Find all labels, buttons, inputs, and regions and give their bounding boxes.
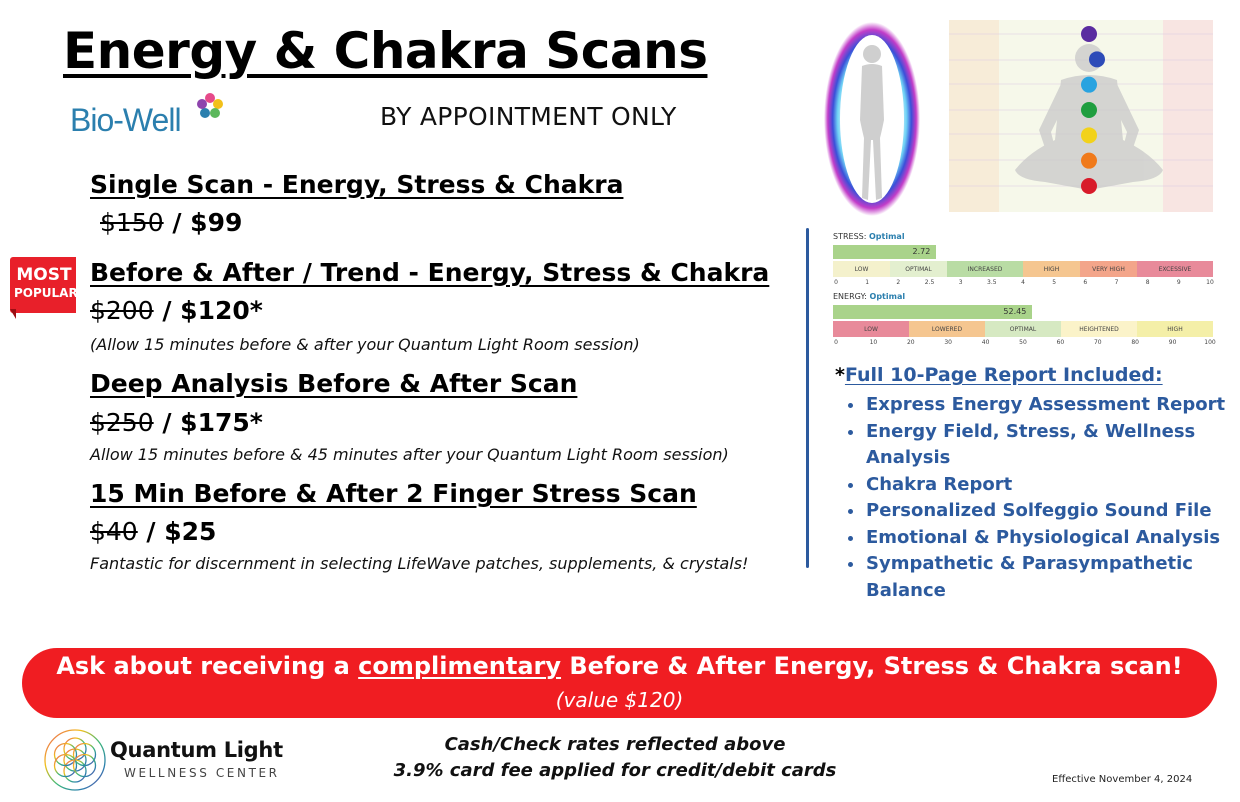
offer-note: (Allow 15 minutes before & after your Quantum Light Room session) — [90, 335, 640, 354]
stress-value-bar: 2.72 — [833, 245, 936, 259]
price-separator: / — [163, 208, 191, 237]
stress-tick-label: 8 — [1145, 279, 1150, 286]
energy-tick-label: 0 — [834, 339, 838, 346]
badge-fold — [10, 309, 16, 319]
stress-scale — [833, 261, 1213, 277]
list-item — [848, 551, 1228, 604]
chakra-dot — [1089, 51, 1105, 67]
report-item: Chakra Report — [866, 473, 1013, 495]
energy-tick-label: 30 — [944, 339, 953, 346]
old-price: $150 — [100, 208, 164, 237]
price-separator: / — [137, 517, 165, 546]
report-title-text: Full 10-Page Report Included: — [844, 364, 1163, 386]
report-asterisk: * — [835, 364, 845, 386]
old-price: $250 — [90, 408, 154, 437]
chakra-dot — [1081, 77, 1097, 93]
badge-line-2: POPULAR — [14, 286, 78, 300]
bio-well-logo — [70, 92, 230, 142]
chakra-dot — [1081, 102, 1097, 118]
list-item — [848, 498, 1228, 525]
most-popular-badge — [6, 257, 78, 319]
stress-tick-label: 3.5 — [987, 279, 997, 286]
new-price: $99 — [190, 208, 243, 237]
energy-tick-label: 70 — [1093, 339, 1102, 346]
stress-tick-label: 2.5 — [924, 279, 935, 286]
org-name: Quantum Light — [110, 738, 283, 762]
page-title: Energy & Chakra Scans — [63, 22, 708, 80]
chakra-dot — [1081, 127, 1097, 143]
energy-tick-label: 100 — [1204, 339, 1216, 346]
energy-tick-label: 50 — [1019, 339, 1027, 346]
price-separator: / — [153, 408, 181, 437]
offer-note: Allow 15 minutes before & 45 minutes after your Quantum Light Room session) — [90, 445, 729, 464]
stress-segment-high: HIGH — [1023, 261, 1080, 277]
report-item: Personalized Solfeggio Sound File — [866, 500, 1212, 521]
aura-body-image — [822, 20, 922, 218]
new-price: $175* — [180, 408, 263, 437]
chakra-dot — [1081, 178, 1097, 194]
vertical-divider — [806, 228, 809, 568]
stress-segment-optimal: OPTIMAL — [890, 261, 947, 277]
offer-price — [90, 296, 263, 325]
energy-status: Optimal — [869, 292, 906, 301]
flower-icon — [196, 92, 224, 120]
offer-price — [90, 408, 263, 437]
payment-note — [380, 732, 850, 784]
stress-tick-label: 1 — [865, 279, 870, 286]
stress-label — [833, 232, 905, 241]
complimentary-banner — [22, 648, 1217, 718]
banner-text-emphasis: complimentary — [358, 652, 562, 680]
new-price: $120* — [180, 296, 263, 325]
payment-note-line-2: 3.9% card fee applied for credit/debit cards — [393, 760, 837, 781]
effective-date: Effective November 4, 2024 — [1052, 774, 1193, 785]
energy-segment-optimal: OPTIMAL — [985, 321, 1061, 337]
stress-tick-label: 2 — [896, 279, 901, 286]
old-price: $200 — [90, 296, 154, 325]
offer-title: Single Scan - Energy, Stress & Chakra — [90, 170, 624, 199]
org-subtitle: WELLNESS CENTER — [124, 766, 280, 780]
bullet-icon — [848, 483, 853, 488]
energy-tick-label: 80 — [1131, 339, 1140, 346]
offer-price — [100, 208, 242, 237]
stress-tick-label: 10 — [1206, 279, 1214, 286]
stress-segment-very-high: VERY HIGH — [1080, 261, 1137, 277]
energy-tick-label: 90 — [1168, 339, 1177, 346]
offer-title: Deep Analysis Before & After Scan — [90, 369, 578, 398]
stress-tick-label: 7 — [1114, 279, 1119, 286]
stress-segment-low: LOW — [833, 261, 890, 277]
report-item: Sympathetic & Parasympathetic Balance — [866, 553, 1193, 601]
stress-tick-label: 0 — [834, 279, 838, 286]
stress-label-text: STRESS: — [833, 232, 867, 241]
payment-note-line-1: Cash/Check rates reflected above — [444, 734, 786, 755]
new-price: $25 — [164, 517, 217, 546]
stress-tick-label: 6 — [1083, 279, 1088, 286]
banner-headline — [22, 652, 1217, 680]
offer-note: Fantastic for discernment in selecting LifeWave patches, supplements, & crystals! — [90, 554, 749, 573]
energy-tick-label: 60 — [1056, 339, 1065, 346]
report-title — [835, 364, 1163, 386]
energy-tick-label: 10 — [869, 339, 878, 346]
bullet-icon — [848, 430, 853, 435]
chakra-dot — [1081, 26, 1097, 42]
list-item — [848, 472, 1228, 499]
offer-price — [90, 517, 216, 546]
list-item — [848, 392, 1228, 419]
bullet-icon — [848, 403, 853, 408]
list-item — [848, 525, 1228, 552]
flower-of-life-icon — [42, 727, 108, 793]
report-item: Express Energy Assessment Report — [866, 394, 1226, 415]
chakra-dot — [1081, 153, 1097, 169]
bullet-icon — [848, 562, 853, 567]
chakra-meditation-image — [949, 20, 1213, 212]
appointment-note: BY APPOINTMENT ONLY — [380, 102, 677, 131]
banner-text-post: Before & After Energy, Stress & Chakra scan! — [561, 652, 1183, 680]
list-item — [848, 419, 1228, 472]
energy-scale — [833, 321, 1213, 337]
energy-label-text: ENERGY: — [833, 292, 867, 301]
energy-segment-heightened: HEIGHTENED — [1061, 321, 1137, 337]
energy-segment-low: LOW — [833, 321, 909, 337]
bullet-icon — [848, 536, 853, 541]
stress-segment-excessive: EXCESSIVE — [1137, 261, 1213, 277]
offer-title: Before & After / Trend - Energy, Stress & Chakra — [90, 258, 770, 287]
badge-line-1: MOST — [16, 265, 72, 285]
stress-tick-label: 9 — [1176, 279, 1181, 286]
energy-value-bar: 52.45 — [833, 305, 1032, 319]
report-list — [848, 392, 1228, 604]
stress-ticks — [833, 279, 1213, 289]
offer-title: 15 Min Before & After 2 Finger Stress Scan — [90, 479, 697, 508]
energy-label — [833, 292, 905, 301]
stress-tick-label: 4 — [1021, 279, 1025, 286]
stress-tick-label: 5 — [1052, 279, 1057, 286]
old-price: $40 — [90, 517, 138, 546]
price-separator: / — [153, 296, 181, 325]
report-item: Energy Field, Stress, & Wellness Analysis — [866, 420, 1196, 468]
energy-tick-label: 40 — [981, 339, 990, 346]
report-item: Emotional & Physiological Analysis — [866, 526, 1221, 548]
stress-status: Optimal — [868, 232, 905, 241]
bullet-icon — [848, 509, 853, 514]
banner-value: (value $120) — [555, 688, 684, 712]
energy-segment-lowered: LOWERED — [909, 321, 985, 337]
stress-tick-label: 3 — [958, 279, 963, 286]
energy-tick-label: 20 — [906, 339, 915, 346]
banner-text-pre: Ask about receiving a — [56, 652, 359, 680]
bio-well-logo-text: Bio-Well — [70, 102, 181, 138]
stress-segment-increased: INCREASED — [947, 261, 1023, 277]
energy-ticks — [833, 339, 1216, 349]
energy-segment-high: HIGH — [1137, 321, 1213, 337]
